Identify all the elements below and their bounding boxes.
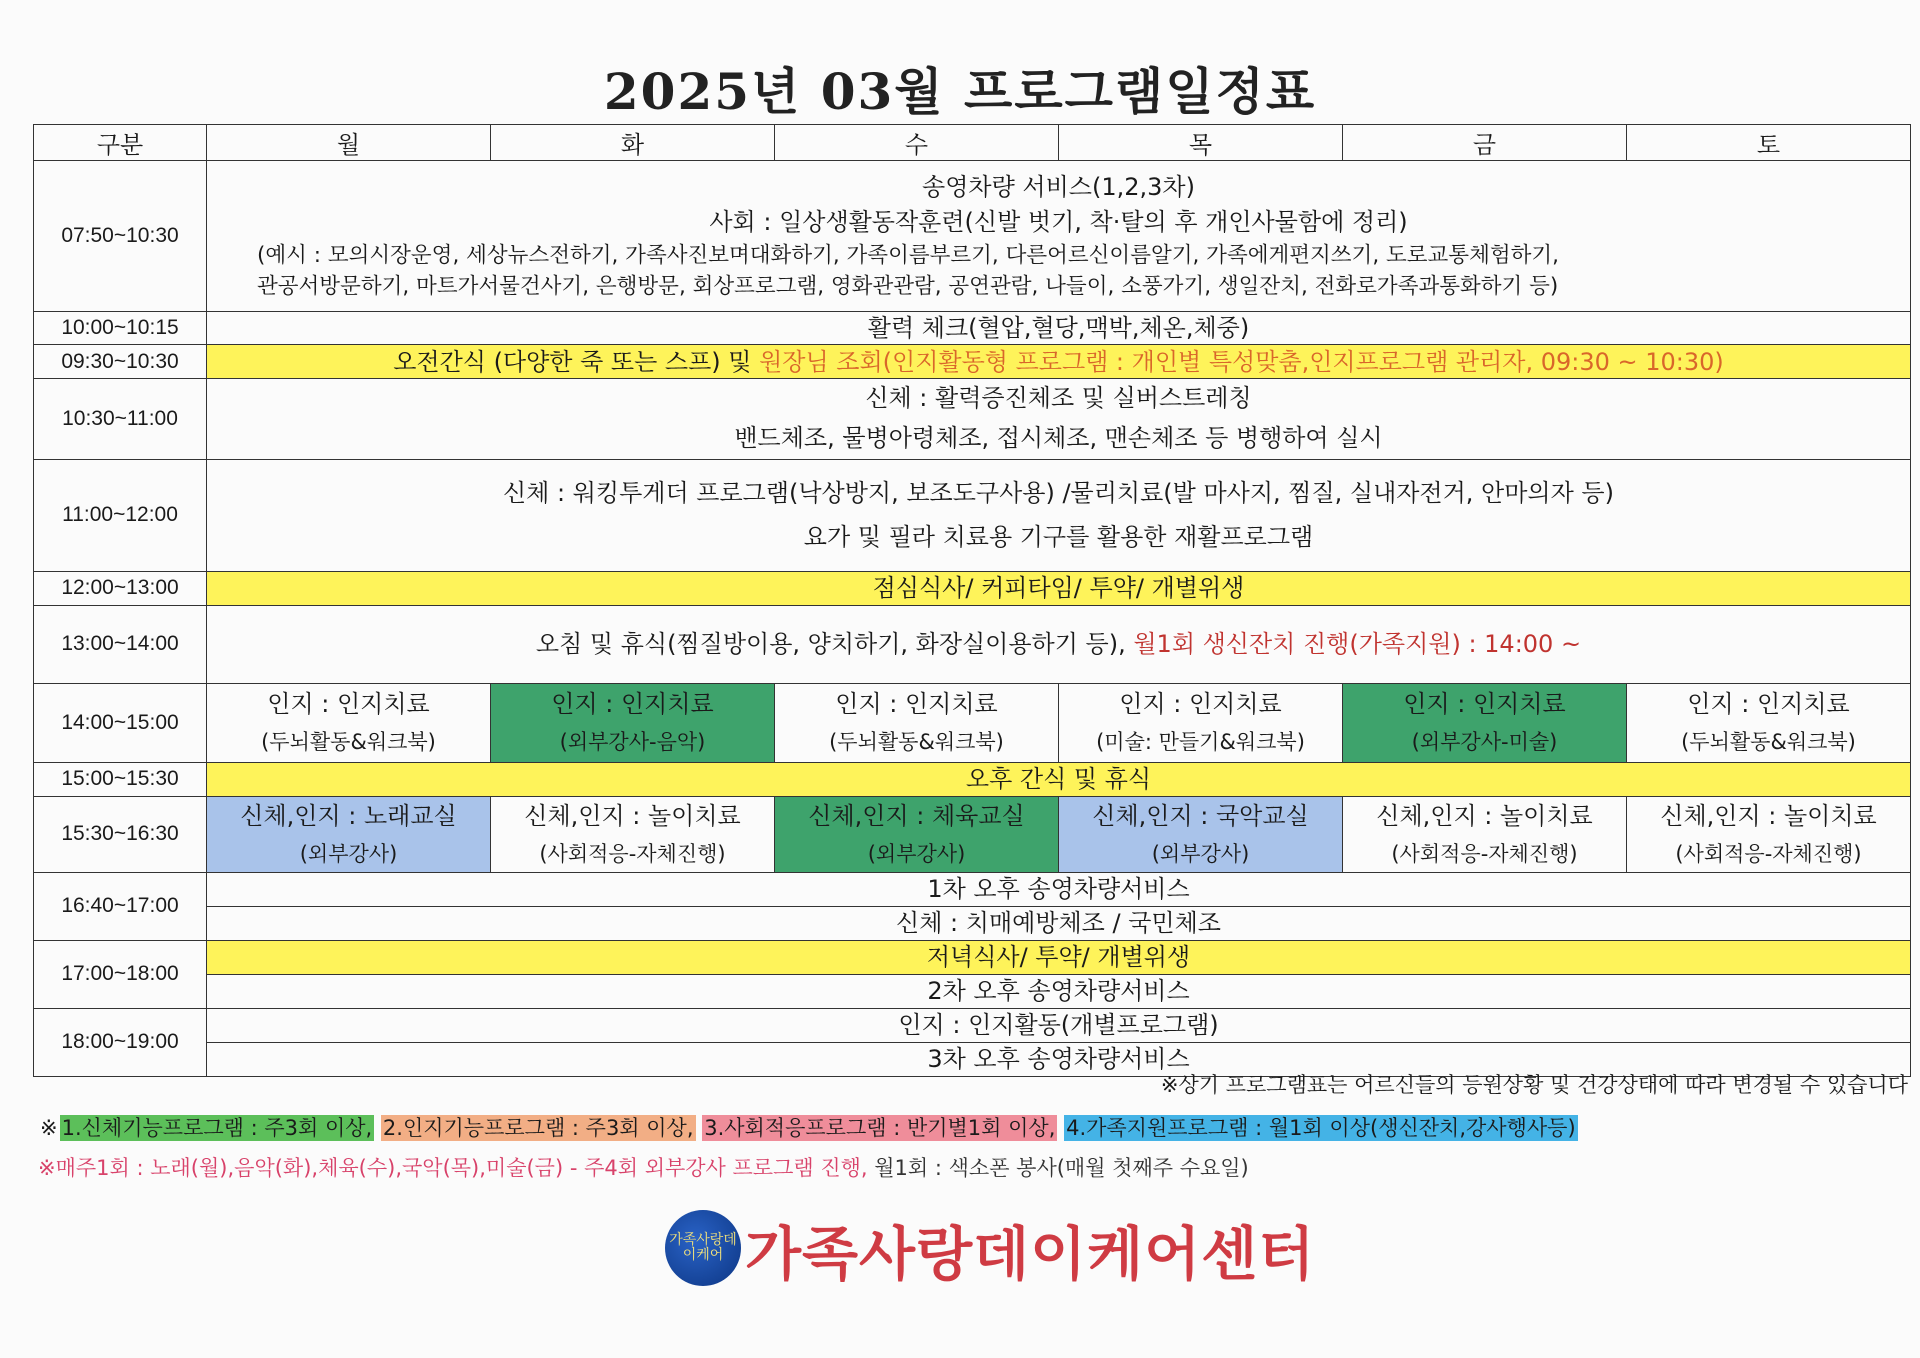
program-cell-thu [1059,796,1343,872]
time-cell: 17:00~18:00 [34,940,207,1008]
schedule-text: 사회 : 일상생활동작훈련(신발 벗기, 착·탈의 후 개인사물함에 정리) [709,207,1408,236]
schedule-text: 2차 오후 송영차량서비스 [207,974,1911,1008]
program-detail: (미술: 만들기&워크북) [1096,730,1305,755]
header-day-tue: 화 [491,125,775,161]
time-cell: 09:30~10:30 [34,345,207,379]
table-row [34,571,1911,605]
program-detail: (두뇌활동&워크북) [1681,730,1856,755]
schedule-text: 송영차량 서비스(1,2,3차) [922,173,1195,202]
legend-item-family: 4.가족지원프로그램 : 월1회 이상(생신잔치,강사행사등) [1066,1116,1576,1140]
table-row [34,762,1911,796]
schedule-text: 관공서방문하기, 마트가서물건사기, 은행방문, 회상프로그램, 영화관관람, 공연관람, 나들이, 소풍가기, 생일잔치, 전화로가족과통화하기 등) [257,273,1559,299]
program-cell-fri [1343,796,1627,872]
time-cell: 15:00~15:30 [34,762,207,796]
schedule-highlight-text: 월1회 생신잔치 진행(가족지원) : 14:00 ~ [1133,629,1582,658]
schedule-text: 인지 : 인지활동(개별프로그램) [207,1008,1911,1042]
program-cell-mon [207,683,491,762]
program-title: 인지 : 인지치료 [1403,690,1566,719]
schedule-cell [207,459,1911,571]
header-day-wed: 수 [775,125,1059,161]
schedule-text: 신체 : 워킹투게더 프로그램(낙상방지, 보조도구사용) /물리치료(발 마사지, 찜질, 실내자전거, 안마의자 등) [503,478,1614,507]
time-cell: 10:00~10:15 [34,312,207,345]
center-name: 가족사랑데이케어센터 [745,1220,1316,1288]
schedule-note: ※상기 프로그램표는 어르신들의 등원상황 및 건강상태에 따라 변경될 수 있습니다 [1160,1073,1908,1097]
center-logo [665,1210,741,1286]
program-title: 신체,인지 : 노래교실 [240,801,457,830]
schedule-text: 오전간식 (다양한 죽 또는 스프) 및 [393,347,760,376]
program-cell-sat [1627,683,1911,762]
header-day-fri: 금 [1343,125,1627,161]
table-row [34,161,1911,312]
schedule-text: 신체 : 치매예방체조 / 국민체조 [207,906,1911,940]
program-cell-wed [775,796,1059,872]
program-detail: (사회적응-자체진행) [1391,841,1578,866]
program-title: 인지 : 인지치료 [1119,690,1282,719]
legend-item-cognitive: 2.인지기능프로그램 : 주3회 이상, [382,1116,694,1140]
program-title: 신체,인지 : 체육교실 [808,801,1025,830]
time-cell: 12:00~13:00 [34,571,207,605]
schedule-cell [207,379,1911,459]
schedule-text: 오후 간식 및 휴식 [207,762,1911,796]
program-detail: (외부강사) [299,841,398,866]
table-row [34,940,1911,974]
schedule-cell [207,345,1911,379]
time-cell: 16:40~17:00 [34,872,207,940]
program-detail: (외부강사-미술) [1411,730,1558,755]
schedule-highlight-text: 원장님 조회(인지활동형 프로그램 : 개인별 특성맞춤,인지프로그램 관리자, 09:30 ~ 10:30) [759,347,1724,376]
time-cell: 10:30~11:00 [34,379,207,459]
table-row [34,459,1911,571]
table-row [34,379,1911,459]
schedule-text: 1차 오후 송영차량서비스 [207,872,1911,906]
program-detail: (사회적응-자체진행) [539,841,726,866]
program-title: 신체,인지 : 놀이치료 [524,801,741,830]
program-title: 인지 : 인지치료 [551,690,714,719]
table-row [34,796,1911,872]
program-cell-mon [207,796,491,872]
program-title: 인지 : 인지치료 [835,690,998,719]
page-title: 2025년 03월 프로그램일정표 [603,62,1317,121]
time-cell: 14:00~15:00 [34,683,207,762]
program-cell-fri [1343,683,1627,762]
program-detail: (외부강사) [867,841,966,866]
logo-text: 가족사랑데이케어 [669,1232,737,1263]
time-cell: 13:00~14:00 [34,605,207,683]
header-day-sat: 토 [1627,125,1911,161]
schedule-cell [207,161,1911,312]
table-row [34,906,1911,940]
program-cell-wed [775,683,1059,762]
schedule-text: 오침 및 휴식(찜질방이용, 양치하기, 화장실이용하기 등), [535,629,1134,658]
header-row [34,125,1911,161]
program-title: 인지 : 인지치료 [1687,690,1850,719]
schedule-table [33,124,1911,1077]
table-row [34,974,1911,1008]
table-row [34,345,1911,379]
schedule-text: 요가 및 필라 치료용 기구를 활용한 재활프로그램 [803,523,1314,552]
program-detail: (사회적응-자체진행) [1675,841,1862,866]
schedule-text: 3차 오후 송영차량서비스 [207,1042,1911,1076]
program-cell-tue [491,683,775,762]
table-row [34,872,1911,906]
weekly-note-text: ※매주1회 : 노래(월),음악(화),체육(수),국악(목),미술(금) - 주4회 외부강사 프로그램 진행, [38,1156,875,1180]
program-title: 신체,인지 : 놀이치료 [1660,801,1877,830]
time-cell: 11:00~12:00 [34,459,207,571]
program-title: 인지 : 인지치료 [267,690,430,719]
schedule-text: 신체 : 활력증진체조 및 실버스트레칭 [865,384,1252,413]
program-cell-sat [1627,796,1911,872]
program-title: 신체,인지 : 놀이치료 [1376,801,1593,830]
program-detail: (외부강사-음악) [559,730,706,755]
schedule-cell [207,605,1911,683]
program-legend [38,1112,1578,1142]
time-cell: 07:50~10:30 [34,161,207,312]
header-day-thu: 목 [1059,125,1343,161]
program-cell-thu [1059,683,1343,762]
program-detail: (외부강사) [1151,841,1250,866]
legend-item-social: 3.사회적응프로그램 : 반기별1회 이상, [704,1116,1056,1140]
weekly-note [38,1152,1249,1182]
table-row [34,1008,1911,1042]
schedule-text: (예시 : 모의시장운영, 세상뉴스전하기, 가족사진보며대화하기, 가족이름부르기, 다른어르신이름알기, 가족에게편지쓰기, 도로교통체험하기, [257,242,1559,268]
legend-item-physical: 1.신체기능프로그램 : 주3회 이상, [61,1116,373,1140]
schedule-text: 점심식사/ 커피타임/ 투약/ 개별위생 [207,571,1911,605]
header-day-mon: 월 [207,125,491,161]
legend-prefix: ※ [40,1116,58,1140]
program-cell-tue [491,796,775,872]
header-category: 구분 [34,125,207,161]
schedule-text: 밴드체조, 물병아령체조, 접시체조, 맨손체조 등 병행하여 실시 [734,423,1383,452]
program-detail: (두뇌활동&워크북) [261,730,436,755]
time-cell: 18:00~19:00 [34,1008,207,1076]
monthly-note-text: 월1회 : 색소폰 봉사(매월 첫째주 수요일) [874,1156,1249,1180]
table-row [34,605,1911,683]
schedule-text: 저녁식사/ 투약/ 개별위생 [207,940,1911,974]
program-detail: (두뇌활동&워크북) [829,730,1004,755]
schedule-text: 활력 체크(혈압,혈당,맥박,체온,체중) [207,312,1911,345]
time-cell: 15:30~16:30 [34,796,207,872]
program-title: 신체,인지 : 국악교실 [1092,801,1309,830]
table-row [34,683,1911,762]
table-row [34,312,1911,345]
